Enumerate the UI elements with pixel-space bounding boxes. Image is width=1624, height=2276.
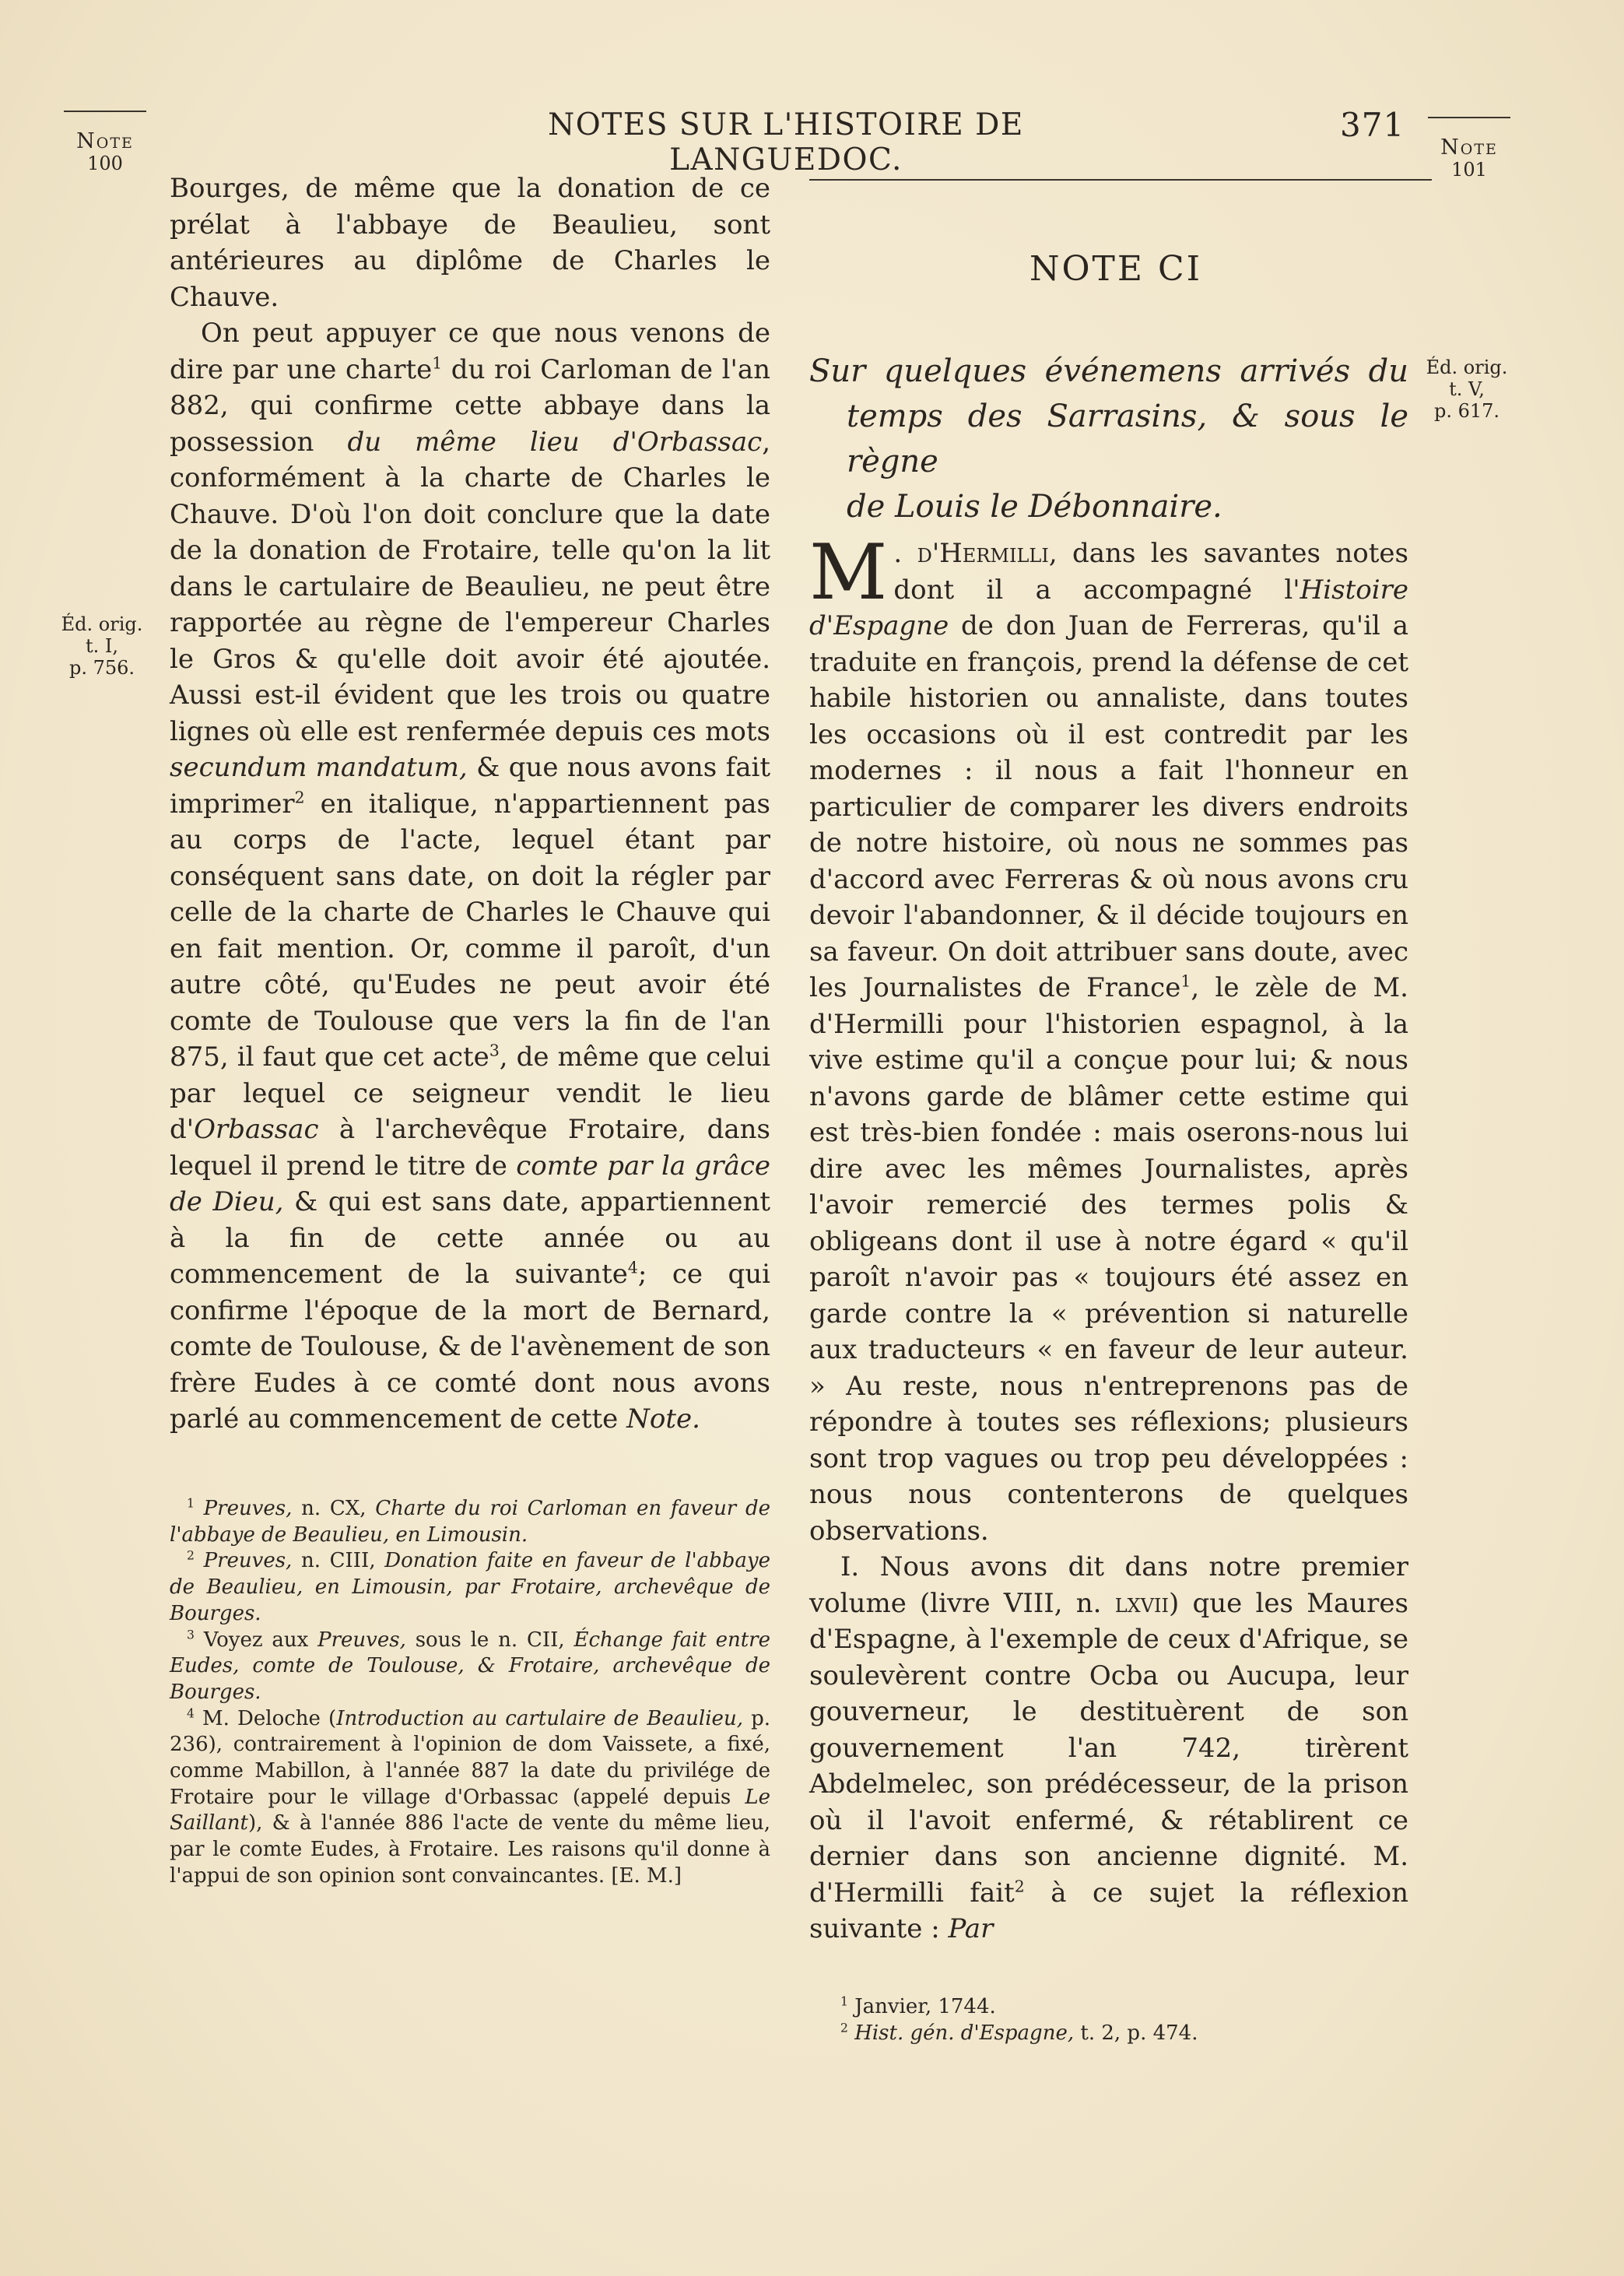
text-run: en italique, n'appartiennent pas au corps de l'acte, lequel étant par conséquent sans date, on doit la régler par celle de la charte de Charles le Chauve qui en fait mention. Or, comme il paroît, d'un autre côté, qu'Eudes ne peut avoir été comte de Toulouse que vers la fin de l'an 875, il faut que cet acte — [170, 788, 770, 1073]
subtitle-line: temps des Sarrasins, & sous le règne — [847, 399, 1408, 479]
text-run: , de même que celui par lequel ce seigneur vendit le lieu d' — [170, 1041, 770, 1145]
footnote — [840, 2021, 1408, 2047]
edition-label: Éd. orig. — [61, 613, 143, 635]
paragraph — [809, 529, 1408, 1549]
footnote — [170, 1496, 770, 1548]
page-number: 371 — [1340, 106, 1405, 144]
text-run: Voyez aux — [203, 1628, 318, 1652]
text-run: à ce sujet la réflexion suivante : — [809, 1877, 1408, 1944]
text-run: n. CX, — [292, 1497, 376, 1520]
right-margin-note-number — [1426, 137, 1512, 181]
text-run: Janvier, 1744. — [854, 1995, 996, 2018]
footnote-ref: 1 — [1180, 971, 1191, 991]
drop-cap: M — [809, 529, 888, 617]
italic-run: Note. — [626, 1403, 700, 1435]
italic-run: Échange fait entre Eudes, comte de Toulouse, & Frotaire, archevêque de Bourges. — [170, 1628, 770, 1704]
footnote-number: 3 — [187, 1627, 195, 1642]
note-number: 100 — [87, 153, 123, 174]
note-title: NOTE CI — [1029, 249, 1203, 289]
italic-run: Preuves, — [203, 1549, 293, 1573]
italic-run: Donation faite en faveur de l'abbaye de Beaulieu, en Limousin, par Frotaire, archevêque de Bourges. — [170, 1549, 771, 1625]
footnote-ref: 1 — [432, 353, 443, 373]
text-run: On peut appuyer ce que nous venons de dire par une charte — [170, 318, 770, 385]
text-run: lxvii — [1114, 1587, 1170, 1619]
text-run: , conformément à la charte de Charles le Chauve. D'où l'on doit conclure que la date de la donation de Frotaire, telle qu'on la lit dans le cartulaire de Beaulieu, ne peut être rapportée au règne de l'empereur Charles le Gros & qu'elle doit avoir été ajoutée. Aussi est-il évident que les trois ou quatre lignes où elle est renfermée depuis ces mots — [170, 426, 770, 747]
footnote-number: 1 — [187, 1496, 195, 1511]
right-footnotes — [840, 1994, 1408, 2046]
italic-run: Par — [948, 1913, 994, 1944]
paragraph — [170, 170, 770, 315]
left-margin-note-number — [62, 131, 148, 174]
left-margin-rule — [64, 111, 146, 112]
italic-run: Preuves, — [317, 1628, 406, 1652]
paragraph — [170, 315, 770, 1438]
footnote — [170, 1628, 770, 1706]
footnote-ref: 2 — [294, 788, 305, 807]
italic-run: comte par la grâce de Dieu, — [170, 1150, 770, 1217]
right-margin-edition-ref — [1424, 357, 1510, 422]
edition-page: p. 756. — [68, 657, 135, 679]
text-run: du roi Carloman de l'an 882, qui confirme cette abbaye dans la possession — [170, 353, 770, 458]
right-column-top-rule — [809, 179, 1432, 181]
footnote-number: 2 — [187, 1548, 195, 1563]
text-run: ; ce qui confirme l'époque de la mort de Bernard, comte de Toulouse, & de l'avènement de son frère Eudes à ce comté dont nous avons parlé au commencement de cette — [170, 1259, 770, 1435]
text-run: & que nous avons fait imprimer — [170, 752, 771, 820]
italic-run: Preuves, — [203, 1497, 293, 1520]
note-number: 101 — [1451, 159, 1487, 181]
subtitle-line: de Louis le Débonnaire. — [847, 489, 1222, 525]
left-column-text — [170, 170, 770, 1438]
text-run: p. 236), contrairement à l'opinion de dom Vaissete, a fixé, comme Mabillon, à l'année 887 la date du privilége de Frotaire pour le village d'Orbassac (appelé depuis — [170, 1706, 770, 1809]
italic-run: Histoire d'Espagne — [809, 574, 1408, 641]
footnote-number: 4 — [187, 1705, 195, 1720]
footnote-ref: 2 — [1014, 1877, 1025, 1896]
edition-volume: t. I, — [85, 635, 118, 657]
edition-volume: t. V, — [1449, 378, 1485, 400]
text-run: t. 2, p. 474. — [1074, 2021, 1198, 2045]
italic-run: secundum mandatum, — [170, 752, 468, 783]
text-run: n. CIII, — [292, 1549, 385, 1573]
footnote-number: 2 — [840, 2021, 848, 2035]
footnote — [840, 1994, 1408, 2021]
italic-run: Le Saillant — [170, 1785, 770, 1835]
running-header: NOTES SUR L'HISTOIRE DE LANGUEDOC. — [548, 107, 1024, 177]
text-run: sous le n. CII, — [405, 1628, 574, 1652]
text-run: Bourges, de même que la donation de ce prélat à l'abbaye de Beaulieu, sont antérieures au diplôme de Charles le Chauve. — [170, 173, 770, 313]
edition-page: p. 617. — [1433, 400, 1500, 422]
footnote-number: 1 — [840, 1994, 848, 2009]
footnote-ref: 3 — [489, 1041, 500, 1060]
right-column-text — [809, 529, 1408, 1948]
italic-run: Introduction au cartulaire de Beaulieu, — [336, 1706, 743, 1730]
text-run: , le zèle de M. d'Hermilli pour l'historien espagnol, à la vive estime qu'il a conçue pour lui; & nous n'avons garde de blâmer cette estime qui est très-bien fondée : mais oserons-nous lui dire avec les mêmes Journalistes, après l'avoir remercié des termes polis & obligeans dont il use à notre égard « qu'il paroît n'avoir pas « toujours été assez en garde contre la « prévention si naturelle aux traducteurs « en faveur de leur auteur. » Au reste, nous n'entreprenons pas de répondre à toutes ses réflexions; plusieurs sont trop vagues ou trop peu développées : nous nous contenterons de quelques observations. — [809, 972, 1408, 1547]
note-subtitle — [809, 349, 1408, 529]
text-run: , dans les savantes notes dont il a accompagné l' — [893, 538, 1408, 606]
text-run: I. Nous avons dit dans notre premier volume (livre VIII, n. — [809, 1551, 1408, 1619]
left-footnotes — [170, 1496, 770, 1890]
text-run: ) que les Maures d'Espagne, à l'exemple de ceux d'Afrique, se soulevèrent contre Ocba ou Aucupa, leur gouverneur, le destituèrent de son gouvernement l'an 742, tirèrent Abdelmelec, son prédécesseur, de la prison où il l'avoit enfermé, & rétablirent ce dernier dans son ancienne dignité. M. d'Hermilli fait — [809, 1587, 1408, 1909]
edition-label: Éd. orig. — [1426, 357, 1508, 378]
italic-run: du même lieu d'Orbassac — [347, 426, 763, 458]
text-run: de don Juan de Ferreras, qu'il a traduite en françois, prend la défense de cet habile historien ou annaliste, dans toutes les occasions où il est contredit par les modernes : il nous a fait l'honneur en particulier de comparer les divers endroits de notre histoire, où nous ne sommes pas d'accord avec Ferreras & où nous avons cru devoir l'abandonner, & il décide toujours en sa faveur. On doit attribuer sans doute, avec les Journalistes de France — [809, 610, 1408, 1003]
note-label: Note — [1440, 135, 1498, 160]
subtitle-line: Sur quelques événemens arrivés du — [809, 353, 1408, 389]
paragraph — [809, 1549, 1408, 1948]
text-run: . d'Hermilli — [893, 538, 1049, 569]
footnote — [170, 1706, 770, 1890]
text-run: ), & à l'année 886 l'acte de vente du même lieu, par le comte Eudes, à Frotaire. Les raisons qu'il donne à l'appui de son opinion sont convaincantes. [E. M.] — [170, 1811, 770, 1888]
italic-run: Charte du roi Carloman en faveur de l'abbaye de Beaulieu, en Limousin. — [170, 1497, 770, 1547]
italic-run: Hist. gén. d'Espagne, — [854, 2021, 1075, 2045]
right-margin-rule — [1428, 117, 1510, 118]
left-margin-edition-ref — [59, 613, 145, 679]
note-label: Note — [76, 129, 134, 153]
text-run: M. Deloche ( — [202, 1706, 337, 1730]
footnote — [170, 1548, 770, 1627]
footnote-ref: 4 — [627, 1258, 638, 1277]
italic-run: Orbassac — [194, 1114, 319, 1145]
text-run: & qui est sans date, appartiennent à la fin de cette année ou au commencement de la suivante — [170, 1186, 771, 1290]
text-run: à l'archevêque Frotaire, dans lequel il prend le titre de — [170, 1114, 770, 1182]
